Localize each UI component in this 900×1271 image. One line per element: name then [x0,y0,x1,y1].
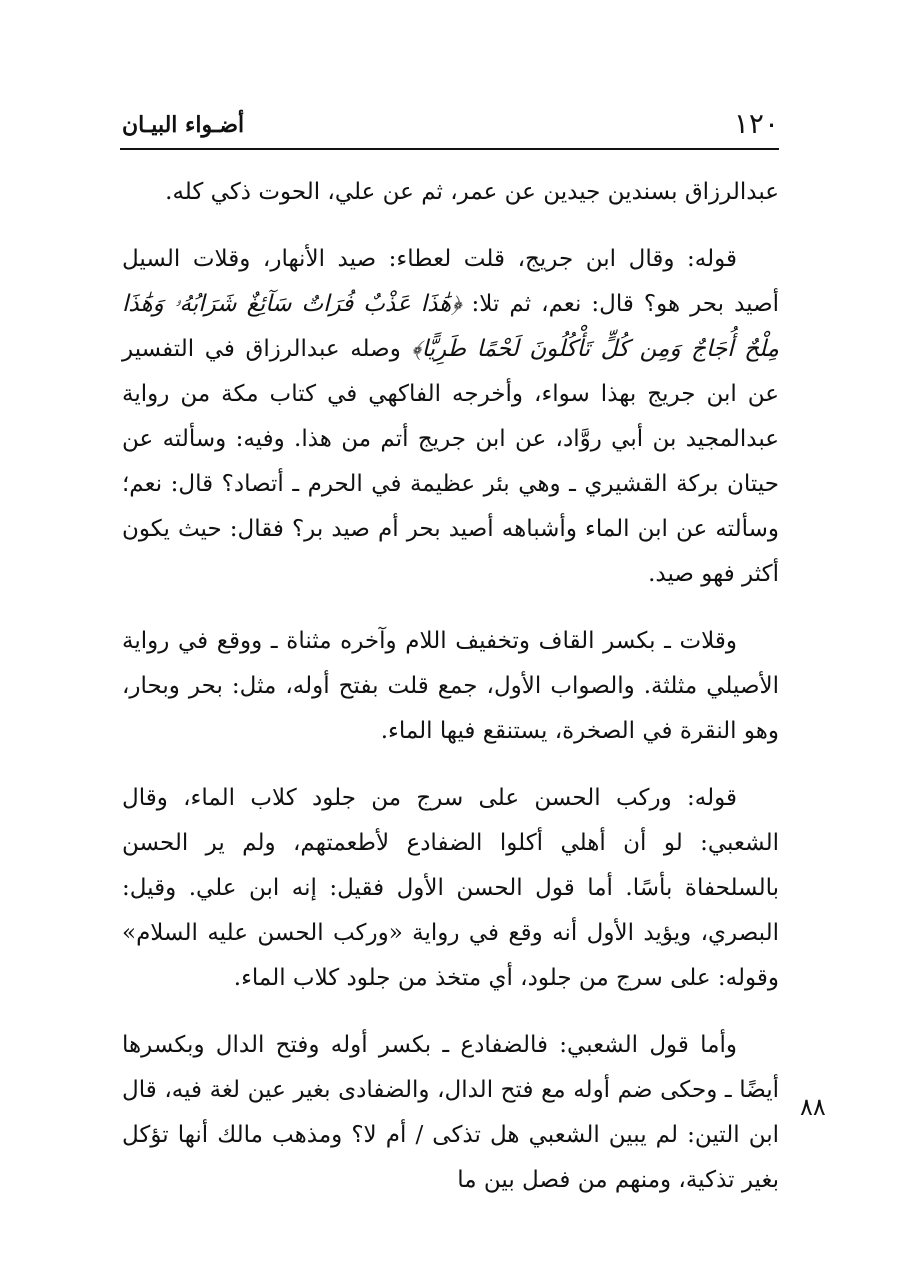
paragraph-3: وقلات ـ بكسر القاف وتخفيف اللام وآخره مثناة ـ ووقع في رواية الأصيلي مثلثة. والصواب الأول، جمع قلت بفتح أوله، مثل: بحر وبحار، وهو النقرة في الصخرة، يستنقع فيها الماء. [122,628,779,744]
margin-page-reference: ٨٨ [800,1093,826,1121]
paragraph-1: عبدالرزاق بسندين جيدين عن عمر، ثم عن علي، الحوت ذكي كله. [165,179,779,205]
main-text [122,170,779,1225]
book-title: أضـواء البيـان [122,112,245,138]
paragraph-2-intro: قوله: وقال ابن جريج، قلت لعطاء: صيد الأنهار، وقلات السيل أصيد بحر هو؟ قال: نعم، ثم تلا: [122,246,780,317]
page-number: ١٢٠ [733,107,779,140]
paragraph-5: وأما قول الشعبي: فالضفادع ـ بكسر أوله وفتح الدال وبكسرها أيضًا ـ وحكى ضم أوله مع فتح الدال، والضفادى بغير عين لغة فيه، قال ابن التين: لم يبين الشعبي هل تذكى / أم لا؟ ومذهب مالك أنها تؤكل بغير تذكية، ومنهم من فصل بين ما [122,1032,780,1193]
paragraph-4: قوله: وركب الحسن على سرج من جلود كلاب الماء، وقال الشعبي: لو أن أهلي أكلوا الضفادع لأطعمتهم، ولم ير الحسن بالسلحفاة بأسًا. أما قول الحسن الأول فقيل: إنه ابن علي. وقيل: البصري، ويؤيد الأول أنه وقع في رواية «وركب الحسن عليه السلام» وقوله: على سرج من جلود، أي متخذ من جلود كلاب الماء. [122,785,779,991]
page-header [122,104,779,148]
paragraph-2-continuation: وصله عبدالرزاق في التفسير عن ابن جريج بهذا سواء، وأخرجه الفاكهي في كتاب مكة من رواية عبدالمجيد بن أبي روَّاد، عن ابن جريج أتم من هذا. وفيه: وسألته عن حيتان بركة القشيري ـ وهي بئر عظيمة في الحرم ـ أتصاد؟ قال: نعم؛ وسألته عن ابن الماء وأشباهه أصيد بحر أم صيد بر؟ فقال: حيث يكون أكثر فهو صيد. [122,336,779,587]
quran-verse: ﴿هَٰذَا عَذْبٌ فُرَاتٌ سَآئِغٌ شَرَابُهُۥ وَهَٰذَا مِلْحٌ أُجَاجٌ وَمِن كُلٍّ تَأْكُلُونَ لَحْمًا طَرِيًّا﴾ [122,291,779,362]
header-divider [120,148,779,150]
paragraph-2 [122,237,779,597]
